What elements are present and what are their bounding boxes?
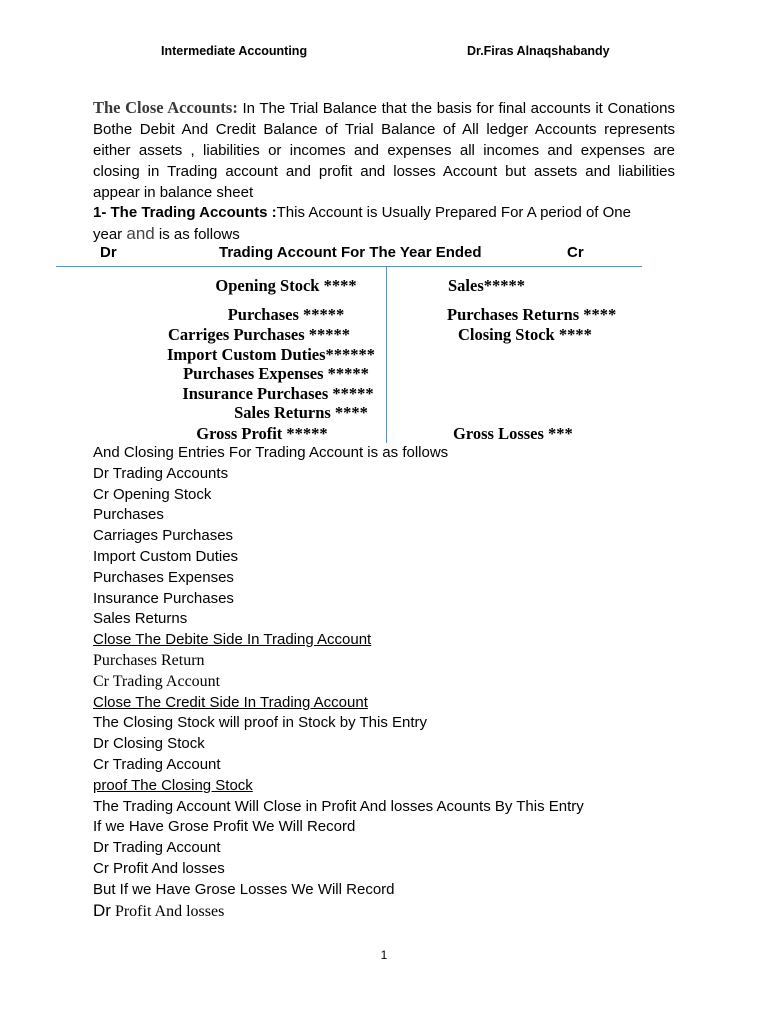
credit-item-purchases-returns: Purchases Returns ****: [447, 305, 617, 324]
section-text-and: and: [126, 224, 155, 243]
intro-label: The Close Accounts:: [93, 98, 238, 117]
list-item: Sales Returns: [93, 610, 188, 628]
list-item: The Trading Account Will Close in Profit And losses Acounts By This Entry: [93, 797, 584, 815]
list-item: Cr Trading Account: [93, 755, 221, 773]
list-item: Dr Trading Accounts: [93, 464, 229, 482]
credit-item-gross-losses: Gross Losses ***: [453, 424, 573, 443]
section-heading: 1- The Trading Accounts :: [93, 204, 277, 221]
list-item: Cr Trading Account: [93, 672, 221, 690]
list-item: Carriages Purchases: [93, 527, 234, 545]
debit-item-carriges-purchases: Carriges Purchases *****: [167, 325, 351, 344]
table-title: Trading Account For The Year Ended: [219, 244, 482, 261]
table-dr-label: Dr: [100, 244, 117, 261]
debit-item-purchases: Purchases *****: [227, 305, 345, 324]
debit-item-opening-stock: Opening Stock ****: [215, 276, 357, 295]
debit-item-insurance-purchases: Insurance Purchases *****: [182, 384, 374, 403]
table-horizontal-rule: [56, 266, 642, 267]
intro-text: In The Trial Balance that the basis for final accounts it Conations Bothe Debit And Credit Balance of Trial Balance of All ledger Accounts represents either assets , liabilities or incomes and expenses all incomes and expenses are closing in Trading account and profit and losses Account but assets and liabilities appear in balance sheet: [93, 100, 675, 201]
list-item: But If we Have Grose Losses We Will Record: [93, 880, 395, 898]
list-item: If we Have Grose Profit We Will Record: [93, 818, 356, 836]
header-course-title: Intermediate Accounting: [161, 44, 308, 58]
list-item-underlined: Close The Debite Side In Trading Account: [93, 631, 372, 649]
list-item: Cr Opening Stock: [93, 485, 212, 503]
debit-item-sales-returns: Sales Returns ****: [234, 403, 368, 422]
list-item-last: [93, 901, 584, 923]
section-text-2a: year: [93, 226, 127, 243]
section-text-1: This Account is Usually Prepared For A period of One: [276, 204, 631, 221]
debit-item-import-custom-duties: Import Custom Duties******: [166, 345, 376, 364]
header-author: Dr.Firas Alnaqshabandy: [467, 44, 610, 58]
intro-paragraph: [93, 97, 675, 203]
list-item: Dr Trading Account: [93, 839, 221, 857]
section-text-2b: is as follows: [154, 226, 240, 243]
list-item-underlined: Close The Credit Side In Trading Account: [93, 693, 368, 711]
credit-item-sales: Sales*****: [448, 276, 526, 295]
list-item: Purchases Expenses: [93, 568, 234, 586]
debit-item-gross-profit: Gross Profit *****: [196, 424, 328, 443]
last-profit-and-losses: Profit And losses: [110, 902, 225, 920]
list-item: Import Custom Duties: [93, 547, 239, 565]
list-item: Insurance Purchases: [93, 589, 234, 607]
last-dr: Dr: [93, 900, 111, 920]
credit-item-closing-stock: Closing Stock ****: [458, 325, 592, 344]
list-item: The Closing Stock will proof in Stock by This Entry: [93, 714, 428, 732]
list-item: Dr Closing Stock: [93, 735, 205, 753]
list-item: Purchases: [93, 506, 164, 524]
table-cr-label: Cr: [567, 244, 584, 261]
list-item: Cr Profit And losses: [93, 859, 225, 877]
closing-entries-list: [93, 443, 584, 922]
list-item: Purchases Return: [93, 651, 205, 669]
section-text-line-2: [93, 223, 675, 245]
debit-item-purchases-expenses: Purchases Expenses *****: [183, 364, 369, 383]
section-heading-line: [93, 202, 675, 223]
list-item-underlined: proof The Closing Stock: [93, 776, 253, 794]
list-item: And Closing Entries For Trading Account is as follows: [93, 444, 449, 461]
page-number: 1: [380, 948, 388, 962]
